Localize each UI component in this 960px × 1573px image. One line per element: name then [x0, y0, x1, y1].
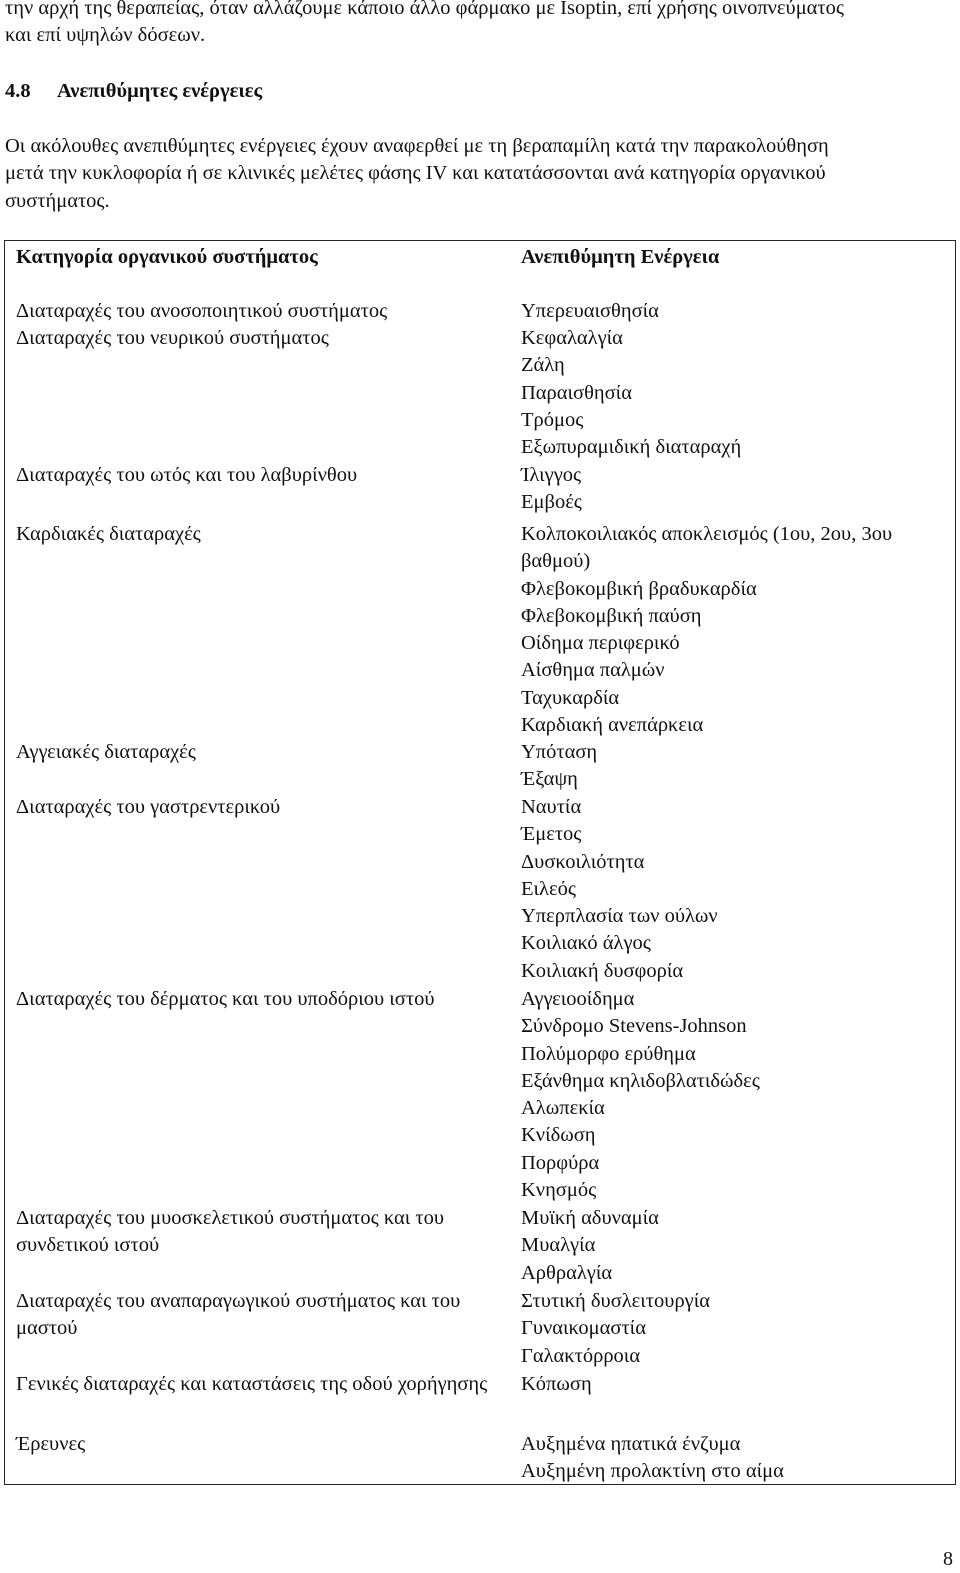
effect-item: Έμετος — [521, 823, 582, 846]
effect-item: Εμβοές — [521, 491, 582, 514]
effect-item: Έξαψη — [521, 768, 578, 791]
effect-item: Δυσκοιλιότητα — [521, 850, 645, 873]
effect-item: Φλεβοκομβική βραδυκαρδία — [521, 577, 757, 600]
section-heading — [5, 78, 946, 105]
effect-item: Τρόμος — [521, 408, 584, 431]
category-cell — [16, 521, 496, 548]
category-label: Διαταραχές του μυοσκελετικού συστήματος και του συνδετικού ιστού — [16, 1207, 445, 1257]
effects-cell — [521, 739, 951, 794]
category-cell — [16, 1431, 496, 1458]
effect-item: Εξωπυραμιδική διαταραχή — [521, 436, 742, 459]
category-label: Γενικές διαταραχές και καταστάσεις της οδού χορήγησης — [16, 1373, 488, 1395]
category-cell — [16, 739, 496, 766]
paragraph-line: συστήματος. — [5, 189, 110, 212]
adverse-effects-table — [4, 240, 956, 1485]
category-cell — [16, 1288, 496, 1343]
category-label: Διαταραχές του ανοσοποιητικού συστήματος — [16, 300, 388, 322]
effect-item: Κνίδωση — [521, 1124, 596, 1147]
effects-cell — [521, 986, 951, 1204]
effects-cell — [521, 521, 951, 739]
effect-item: Υπερευαισθησία — [521, 300, 659, 322]
effect-item: Κνησμός — [521, 1179, 597, 1202]
column-header-effect: Ανεπιθύμητη Ενέργεια — [521, 246, 720, 268]
effect-item: Στυτική δυσλειτουργία — [521, 1290, 710, 1312]
effects-cell — [521, 794, 951, 985]
effect-item: Καρδιακή ανεπάρκεια — [521, 714, 704, 737]
category-cell — [16, 794, 496, 821]
effects-cell — [521, 325, 951, 461]
effect-item: Ταχυκαρδία — [521, 686, 620, 709]
category-label: Διαταραχές του αναπαραγωγικού συστήματος και του μαστού — [16, 1290, 461, 1340]
paragraph-line: Οι ακόλουθες ανεπιθύμητες ενέργειες έχουν αναφερθεί με τη βεραπαμίλη κατά την παρακολούθηση — [5, 135, 829, 157]
effect-item: Αγγειοοίδημα — [521, 988, 635, 1010]
effect-item: Ναυτία — [521, 796, 582, 818]
section-number: 4.8 — [5, 80, 31, 102]
effect-item: Αυξημένα ηπατικά ένζυμα — [521, 1433, 741, 1455]
effect-item: Ειλεός — [521, 877, 576, 900]
category-cell — [16, 986, 496, 1013]
category-cell — [16, 1371, 496, 1398]
effect-item: Υπόταση — [521, 741, 598, 763]
effect-item: Φλεβοκομβική παύση — [521, 604, 702, 627]
effects-cell — [521, 1288, 951, 1370]
effect-item: Κοιλιακή δυσφορία — [521, 959, 684, 982]
category-label: Διαταραχές του γαστρεντερικού — [16, 796, 281, 818]
effect-item: Υπερπλασία των ούλων — [521, 905, 718, 928]
effect-item: Αυξημένη προλακτίνη στο αίμα — [521, 1460, 784, 1483]
category-label: Καρδιακές διαταραχές — [16, 523, 201, 545]
effect-item: Εξάνθημα κηλιδοβλατιδώδες — [521, 1069, 760, 1092]
effect-item: Ίλιγγος — [521, 464, 582, 486]
effect-item: Μυϊκή αδυναμία — [521, 1207, 659, 1229]
effects-cell — [521, 1371, 951, 1398]
effects-cell — [521, 462, 951, 517]
category-label: Έρευνες — [16, 1433, 86, 1455]
section-title: Ανεπιθύμητες ενέργειες — [57, 80, 263, 102]
category-cell — [16, 325, 496, 352]
paragraph-line: μετά την κυκλοφορία ή σε κλινικές μελέτες φάσης IV και κατατάσσονται ανά κατηγορία οργανικού — [5, 162, 826, 185]
intro-line: και επί υψηλών δόσεων. — [5, 24, 206, 47]
category-label: Αγγειακές διαταραχές — [16, 741, 196, 763]
effect-item: Αρθραλγία — [521, 1261, 613, 1284]
column-header-category: Κατηγορία οργανικού συστήματος — [16, 246, 318, 268]
effect-item: Μυαλγία — [521, 1234, 596, 1257]
effect-item: Αλωπεκία — [521, 1097, 605, 1120]
effect-item: Αίσθημα παλμών — [521, 659, 665, 682]
category-cell — [16, 1205, 496, 1260]
intro-line: την αρχή της θεραπείας, όταν αλλάζουμε κάποιο άλλο φάρμακο με Isoptin, επί χρήσης οινοπνεύματος — [5, 0, 845, 19]
category-label: Διαταραχές του δέρματος και του υποδόριου ιστού — [16, 988, 435, 1010]
category-cell — [16, 298, 496, 325]
effect-item: Γαλακτόρροια — [521, 1344, 641, 1367]
intro-paragraph — [5, 0, 946, 50]
effect-item: Πορφύρα — [521, 1151, 600, 1174]
effect-item: Κολποκοιλιακός αποκλεισμός (1ου, 2ου, 3ου βαθμού) — [521, 523, 893, 573]
category-label: Διαταραχές του νευρικού συστήματος — [16, 327, 329, 349]
category-cell — [16, 462, 496, 489]
page-number: 8 — [943, 1548, 953, 1570]
effect-item: Κοιλιακό άλγος — [521, 932, 651, 955]
effects-cell — [521, 1431, 951, 1486]
effects-cell — [521, 1205, 951, 1287]
effect-item: Κόπωση — [521, 1373, 592, 1395]
effect-item: Σύνδρομο Stevens-Johnson — [521, 1015, 747, 1038]
effects-cell — [521, 298, 951, 325]
section-paragraph — [5, 133, 946, 215]
effect-item: Ζάλη — [521, 354, 565, 377]
category-label: Διαταραχές του ωτός και του λαβυρίνθου — [16, 464, 358, 486]
effect-item: Οίδημα περιφερικό — [521, 632, 680, 655]
effect-item: Γυναικομαστία — [521, 1317, 646, 1340]
effect-item: Παραισθησία — [521, 381, 632, 404]
effect-item: Πολύμορφο ερύθημα — [521, 1042, 696, 1065]
effect-item: Κεφαλαλγία — [521, 327, 623, 349]
